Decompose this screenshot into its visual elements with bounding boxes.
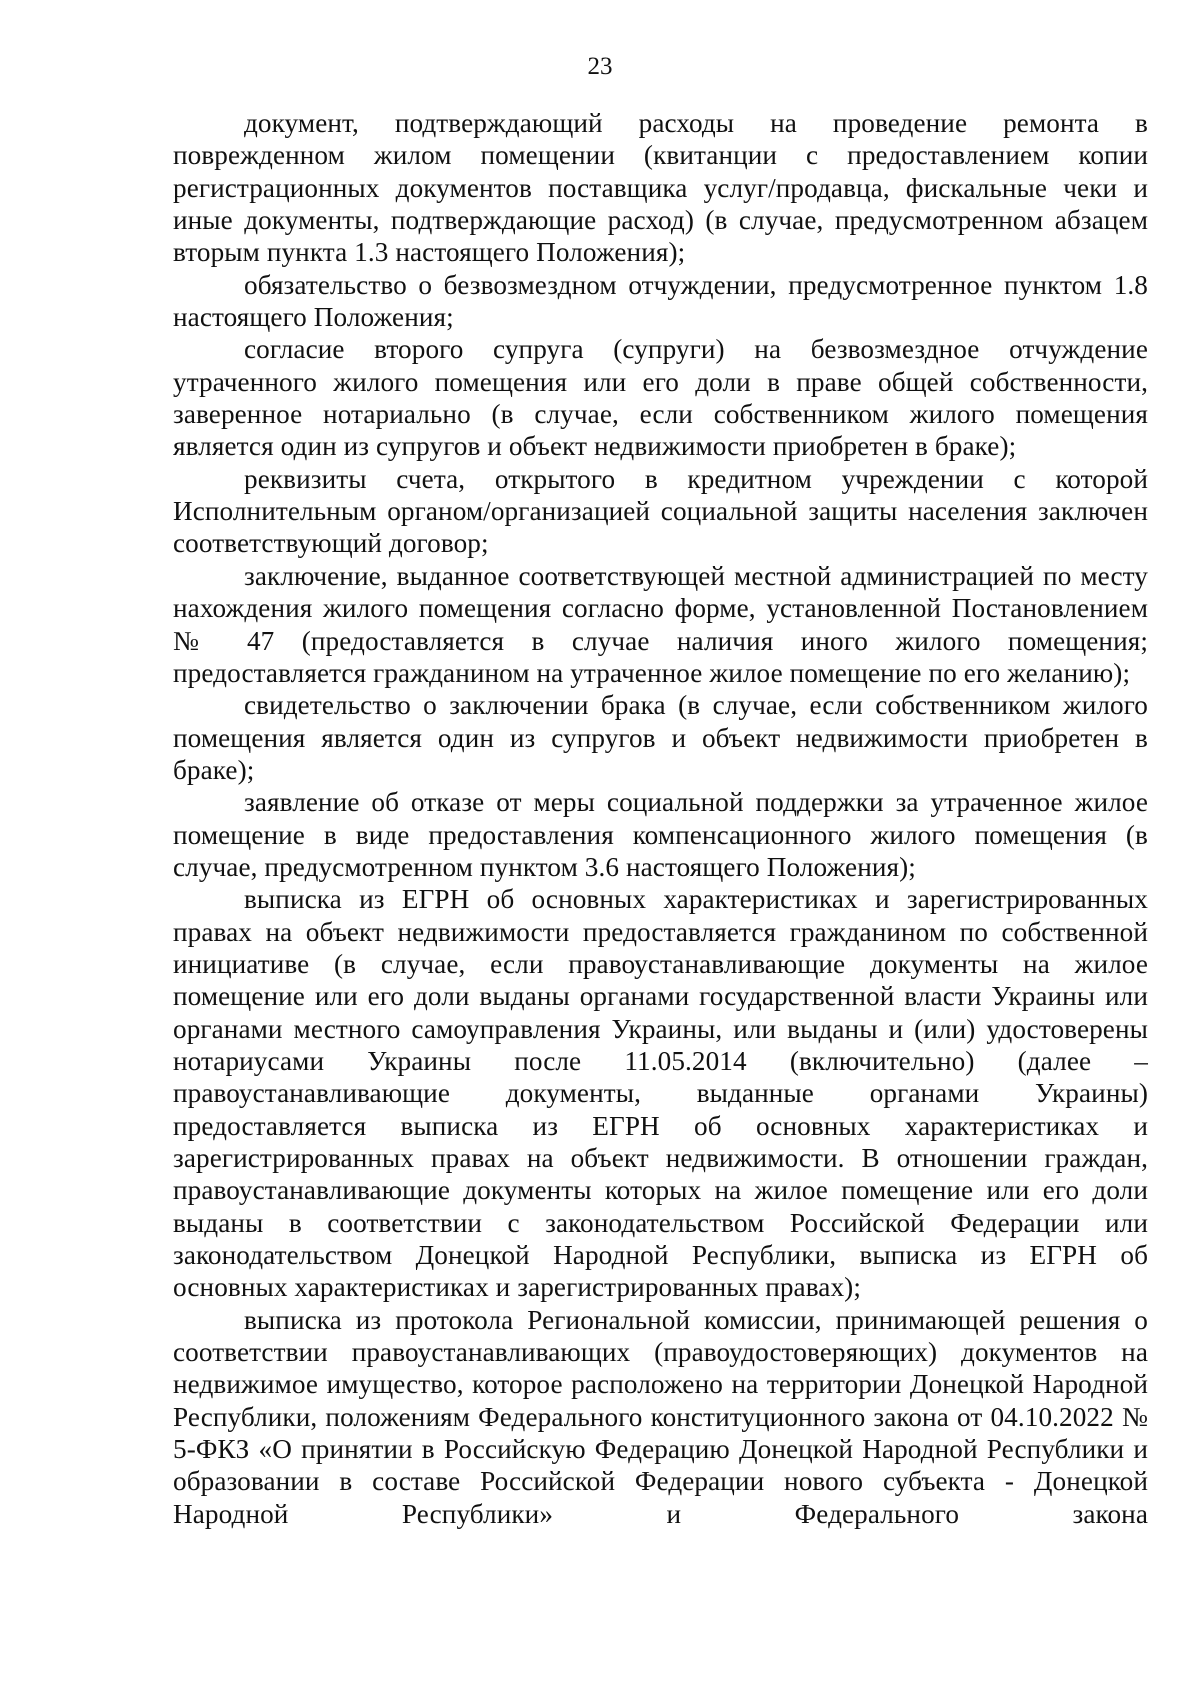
paragraph-refusal-statement: заявление об отказе от меры социальной поддержки за утраченное жилое помещение в виде предоставления компенсационного жилого помещения (в случае, предусмотренном пунктом 3.6 настоящего Положения); [173, 787, 1148, 882]
paragraph-marriage-certificate: свидетельство о заключении брака (в случае, если собственником жилого помещения является один из супругов и объект недвижимости приобретен в браке); [173, 690, 1148, 785]
paragraph-account-details: реквизиты счета, открытого в кредитном учреждении с которой Исполнительным органом/организацией социальной защиты населения заключен соответствующий договор; [173, 463, 1148, 559]
paragraph-alienation-obligation: обязательство о безвозмездном отчуждении, предусмотренное пунктом 1.8 настоящего Положения; [173, 269, 1148, 333]
document-body [173, 107, 1148, 1530]
paragraph-spouse-consent: согласие второго супруга (супруги) на безвозмездное отчуждение утраченного жилого помещения или его доли в праве общей собственности, заверенное нотариально (в случае, если собственником жилого помещения является один из супругов и объект недвижимости приобретен в браке); [173, 334, 1148, 462]
paragraph-commission-protocol-extract: выписка из протокола Региональной комиссии, принимающей решения о соответствии правоустанавливающих (правоудостоверяющих) документов на недвижимое имущество, которое расположено на территории Донецкой Народной Республики, положениям Федерального конституционного закона от 04.10.2022 № 5-ФКЗ «О принятии в Российскую Федерацию Донецкой Народной Республики и образовании в составе Российской Федерации нового субъекта - Донецкой Народной Республики» и Федерального закона [173, 1304, 1148, 1529]
paragraph-repair-expenses-document: документ, подтверждающий расходы на проведение ремонта в поврежденном жилом помещении (квитанции с предоставлением копии регистрационных документов поставщика услуг/продавца, фискальные чеки и иные документы, подтверждающие расход) (в случае, предусмотренном абзацем вторым пункта 1.3 настоящего Положения); [173, 108, 1148, 268]
page-number: 23 [587, 53, 613, 80]
paragraph-egrn-extract: выписка из ЕГРН об основных характеристиках и зарегистрированных правах на объект недвижимости предоставляется гражданином по собственной инициативе (в случае, если правоустанавливающие документы на жилое помещение или его доли выданы органами государственной власти Украины или органами местного самоуправления Украины, или выданы и (или) удостоверены нотариусами Украины после 11.05.2014 (включительно) (далее – правоустанавливающие документы, выданные органами Украины) предоставляется выписка из ЕГРН об основных характеристиках и зарегистрированных правах на объект недвижимости. В отношении граждан, правоустанавливающие документы которых на жилое помещение или его доли выданы в соответствии с законодательством Российской Федерации или законодательством Донецкой Народной Республики, выписка из ЕГРН об основных характеристиках и зарегистрированных правах); [173, 884, 1148, 1303]
paragraph-administration-conclusion: заключение, выданное соответствующей местной администрацией по месту нахождения жилого помещения согласно форме, установленной Постановлением № 47 (предоставляется в случае наличия иного жилого помещения; предоставляется гражданином на утраченное жилое помещение по его желанию); [173, 560, 1148, 688]
